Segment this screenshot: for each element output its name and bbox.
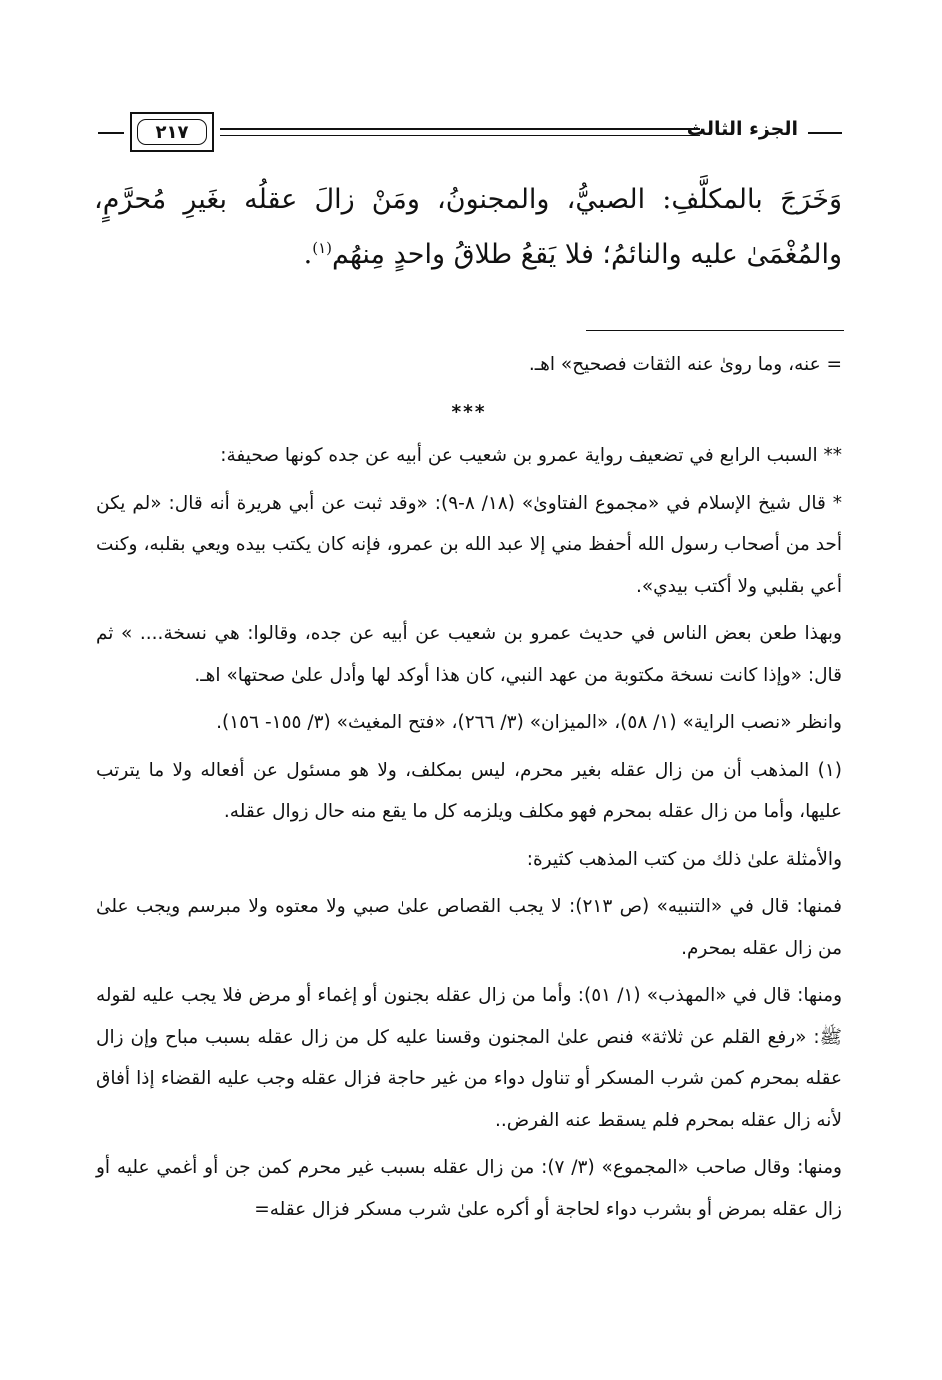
section-divider-stars: *** [451,401,487,423]
page-number: ٢١٧ [137,119,207,145]
volume-part-label: الجزء الثالث [686,118,798,140]
main-text-block [94,172,842,282]
footnote-marker: (١) [312,239,332,257]
main-text-end: . [303,239,313,270]
footnote-separator [586,330,844,331]
page-number-frame [130,112,214,152]
main-text: وَخَرَجَ بالمكلَّفِ: الصبيُّ، والمجنونُ، ومَنْ زالَ عقلُه بغَيرِ مُحرَّمٍ، والمُغْمَىٰ عليه والنائمُ؛ فلا يَقعُ طلاقُ واحدٍ مِنهُم [94,184,842,270]
footnote-paragraph: وانظر «نصب الراية» (١/ ٥٨)، «الميزان» (٣/ ٢٦٦)، «فتح المغيث» (٣/ ١٥٥- ١٥٦). [216,712,842,733]
footnote-paragraph: * قال شيخ الإسلام في «مجموع الفتاوىٰ» (١٨/ ٨-٩): «وقد ثبت عن أبي هريرة أنه قال: «لم يكن أحد من أصحاب رسول الله أحفظ مني إلا عبد الله بن عمرو، فإنه كان يكتب بيده ويعي بقلبه، وكنت أعي بقلبي ولا أكتب بيدي». [96,492,843,597]
header-double-rule [220,128,700,136]
footnote-paragraph: والأمثلة علىٰ ذلك من كتب المذهب كثيرة: [526,848,842,870]
header-rule-right [808,132,842,134]
footnote-paragraph: فمنها: قال في «التنبيه» (ص ٢١٣): لا يجب القصاص علىٰ صبي ولا معتوه ولا مبرسم ويجب علىٰ من زال عقله بمحرم. [96,896,843,959]
footnote-paragraph: ** السبب الرابع في تضعيف رواية عمرو بن شعيب عن أبيه عن جده كونها صحيفة: [220,445,842,466]
footnote-paragraph: وبهذا طعن بعض الناس في حديث عمرو بن شعيب عن أبيه عن جده، وقالوا: هي نسخة.... » ثم قال: «وإذا كانت نسخة مكتوبة من عهد النبي، كان هذا أوكد لها وأدل علىٰ صحتها» اهـ. [96,623,842,686]
footnotes-block [96,344,842,1236]
footnote-continuation: = عنه، وما روىٰ عنه الثقات فصحيح» اهـ. [528,354,842,375]
footnote-paragraph: ومنها: وقال صاحب «المجموع» (٣/ ٧): من زال عقله بسبب غير محرم كمن جن أو أغمي عليه أو زال عقله بمرض أو بشرب دواء لحاجة أو أكره علىٰ شرب مسكر فزال عقله= [96,1157,842,1220]
header-rule-left [98,132,124,134]
footnote-paragraph: ومنها: قال في «المهذب» (١/ ٥١): وأما من زال عقله بجنون أو إغماء أو مرض فلا يجب عليه لقوله ﷺ: «رفع القلم عن ثلاثة» فنص علىٰ المجنون وقسنا عليه كل من زال عقله بسبب مباح وإن زال عقله بمحرم كمن شرب المسكر أو تناول دواء من غير حاجة فزال عقله وجب عليه القضاء إذا أفاق لأنه زال عقله بمحرم فلم يسقط عنه الفرض.. [96,985,843,1131]
page-header [98,112,842,156]
footnote-paragraph: (١) المذهب أن من زال عقله بغير محرم، ليس بمكلف، ولا هو مسئول عن أفعاله ولا ما يترتب عليها، وأما من زال عقله بمحرم فهو مكلف ويلزمه كل ما يقع منه حال زوال عقله. [96,759,842,822]
